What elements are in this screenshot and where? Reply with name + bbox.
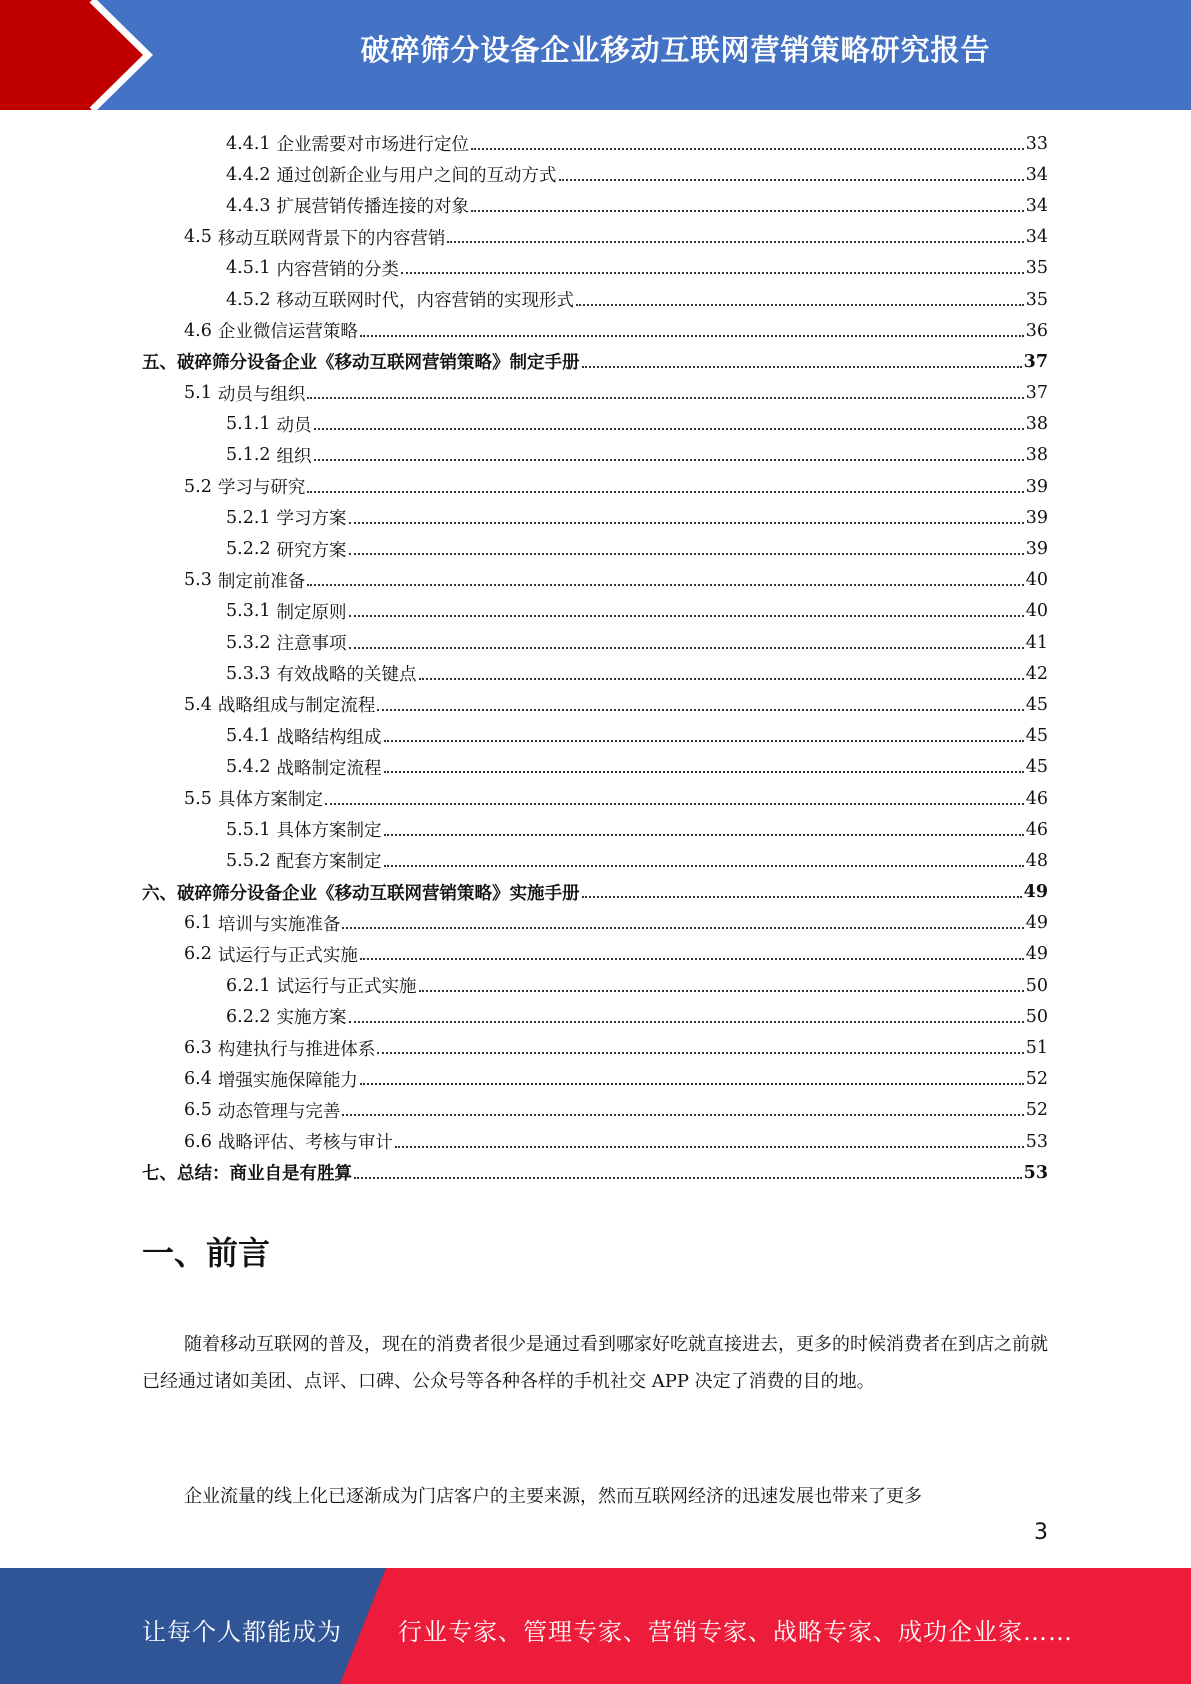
toc-entry-page: 40 <box>1025 601 1048 622</box>
toc-dot-leader <box>342 927 1023 929</box>
toc-entry[interactable] <box>142 1157 1048 1188</box>
toc-entry[interactable] <box>142 1126 1048 1157</box>
toc-dot-leader <box>349 647 1024 649</box>
toc-entry-title: 移动互联网背景下的内容营销 <box>217 228 446 249</box>
toc-entry-page: 53 <box>1023 1162 1048 1183</box>
toc-dot-leader <box>349 1021 1024 1023</box>
toc-entry-number: 4.5 <box>184 227 212 248</box>
toc-entry[interactable] <box>142 1095 1048 1126</box>
toc-dot-leader <box>342 1114 1023 1116</box>
toc-entry[interactable] <box>142 1001 1048 1032</box>
toc-entry[interactable] <box>142 409 1048 440</box>
toc-dot-leader <box>377 1052 1023 1054</box>
toc-dot-leader <box>314 459 1024 461</box>
toc-entry[interactable] <box>142 627 1048 658</box>
toc-entry-title: 企业微信运营策略 <box>217 322 358 343</box>
toc-entry[interactable] <box>142 159 1048 190</box>
toc-dot-leader <box>582 896 1022 898</box>
toc-entry-title: 制定前准备 <box>217 571 306 592</box>
toc-entry-page: 39 <box>1025 507 1048 528</box>
toc-entry-page: 37 <box>1023 351 1048 372</box>
toc-dot-leader <box>360 335 1024 337</box>
footer-slogan-right: 行业专家、管理专家、营销专家、战略专家、成功企业家…… <box>398 1618 1073 1646</box>
toc-entry[interactable] <box>142 721 1048 752</box>
toc-entry-page: 45 <box>1025 757 1048 778</box>
header-chevron-decoration <box>0 0 160 110</box>
toc-entry-page: 49 <box>1025 944 1048 965</box>
table-of-contents <box>142 128 1048 1188</box>
toc-dot-leader <box>349 615 1024 617</box>
toc-entry-page: 38 <box>1025 414 1048 435</box>
toc-entry-number: 4.4.3 <box>226 195 271 216</box>
toc-entry-title: 动员与组织 <box>217 384 306 405</box>
toc-dot-leader <box>307 397 1023 399</box>
toc-entry-title: 七、总结：商业自是有胜算 <box>142 1164 352 1185</box>
toc-entry-title: 组织 <box>276 446 312 467</box>
toc-entry[interactable] <box>142 845 1048 876</box>
toc-entry-title: 战略结构组成 <box>276 727 382 748</box>
toc-entry-number: 5.2.1 <box>226 507 271 528</box>
toc-dot-leader <box>384 740 1024 742</box>
toc-dot-leader <box>419 678 1024 680</box>
toc-entry-page: 46 <box>1025 788 1048 809</box>
toc-entry-page: 34 <box>1025 164 1048 185</box>
toc-entry-page: 41 <box>1025 632 1048 653</box>
toc-entry[interactable] <box>142 190 1048 221</box>
toc-entry-page: 36 <box>1025 320 1048 341</box>
toc-entry-number: 6.5 <box>184 1100 212 1121</box>
toc-entry-title: 具体方案制定 <box>217 790 323 811</box>
toc-dot-leader <box>559 179 1024 181</box>
toc-entry-page: 49 <box>1025 913 1048 934</box>
toc-entry[interactable] <box>142 658 1048 689</box>
toc-entry-page: 37 <box>1025 383 1048 404</box>
toc-entry-title: 具体方案制定 <box>276 821 382 842</box>
toc-entry-number: 6.2.1 <box>226 975 271 996</box>
toc-entry-page: 45 <box>1025 694 1048 715</box>
toc-entry[interactable] <box>142 752 1048 783</box>
toc-entry-number: 5.5.2 <box>226 850 271 871</box>
toc-entry-page: 39 <box>1025 539 1048 560</box>
toc-entry[interactable] <box>142 440 1048 471</box>
toc-dot-leader <box>576 304 1024 306</box>
toc-entry-number: 6.6 <box>184 1131 212 1152</box>
toc-entry-title: 增强实施保障能力 <box>217 1070 358 1091</box>
toc-entry-number: 5.3.1 <box>226 601 271 622</box>
toc-dot-leader <box>447 241 1023 243</box>
page-number: 3 <box>1034 1520 1048 1545</box>
toc-entry-title: 战略组成与制定流程 <box>217 696 376 717</box>
toc-entry-page: 35 <box>1025 289 1048 310</box>
toc-dot-leader <box>401 272 1024 274</box>
toc-entry-number: 5.4 <box>184 694 212 715</box>
toc-entry-number: 4.6 <box>184 320 212 341</box>
toc-entry-number: 6.2.2 <box>226 1006 271 1027</box>
section-heading: 一、前言 <box>142 1234 271 1272</box>
footer-slogan-left: 让每个人都能成为 <box>142 1618 342 1646</box>
toc-entry-title: 学习方案 <box>276 509 347 530</box>
toc-entry-title: 试运行与正式实施 <box>276 977 417 998</box>
toc-dot-leader <box>471 148 1024 150</box>
toc-entry-page: 52 <box>1025 1100 1048 1121</box>
toc-dot-leader <box>307 491 1023 493</box>
toc-entry-title: 有效战略的关键点 <box>276 665 417 686</box>
toc-entry[interactable] <box>142 502 1048 533</box>
toc-dot-leader <box>384 865 1024 867</box>
toc-entry-page: 40 <box>1025 570 1048 591</box>
toc-entry-title: 企业需要对市场进行定位 <box>276 135 470 156</box>
toc-entry-title: 培训与实施准备 <box>217 914 341 935</box>
toc-entry-title: 战略制定流程 <box>276 758 382 779</box>
toc-entry-number: 4.5.2 <box>226 289 271 310</box>
page-footer <box>0 1568 1191 1684</box>
toc-entry-number: 4.4.1 <box>226 133 271 154</box>
toc-entry[interactable] <box>142 284 1048 315</box>
toc-entry[interactable] <box>142 814 1048 845</box>
toc-entry-number: 6.2 <box>184 944 212 965</box>
toc-entry[interactable] <box>142 970 1048 1001</box>
toc-entry-number: 5.1.2 <box>226 445 271 466</box>
toc-entry-title: 制定原则 <box>276 602 347 623</box>
toc-entry-number: 5.3.3 <box>226 663 271 684</box>
toc-entry-page: 49 <box>1023 882 1048 903</box>
page-header <box>0 0 1191 110</box>
toc-dot-leader <box>384 771 1024 773</box>
toc-entry-page: 34 <box>1025 227 1048 248</box>
toc-entry[interactable] <box>142 565 1048 596</box>
toc-entry-number: 5.2 <box>184 476 212 497</box>
toc-entry[interactable] <box>142 253 1048 284</box>
toc-entry[interactable] <box>142 378 1048 409</box>
toc-dot-leader <box>360 1083 1024 1085</box>
toc-entry[interactable] <box>142 908 1048 939</box>
toc-entry-title: 动态管理与完善 <box>217 1101 341 1122</box>
toc-entry-page: 34 <box>1025 195 1048 216</box>
toc-entry-title: 试运行与正式实施 <box>217 945 358 966</box>
toc-entry[interactable] <box>142 1064 1048 1095</box>
toc-entry-page: 50 <box>1025 1006 1048 1027</box>
toc-entry-title: 构建执行与推进体系 <box>217 1039 376 1060</box>
toc-entry-page: 42 <box>1025 663 1048 684</box>
toc-entry[interactable] <box>142 689 1048 720</box>
toc-entry[interactable] <box>142 222 1048 253</box>
toc-entry-number: 6.1 <box>184 913 212 934</box>
toc-dot-leader <box>325 803 1024 805</box>
toc-dot-leader <box>360 958 1024 960</box>
toc-entry-number: 5.2.2 <box>226 539 271 560</box>
toc-entry-title: 实施方案 <box>276 1008 347 1029</box>
toc-entry-page: 38 <box>1025 445 1048 466</box>
toc-entry-title: 战略评估、考核与审计 <box>217 1133 393 1154</box>
toc-entry[interactable] <box>142 1032 1048 1063</box>
toc-entry-page: 51 <box>1025 1038 1048 1059</box>
toc-entry-title: 内容营销的分类 <box>276 259 400 280</box>
toc-entry[interactable] <box>142 315 1048 346</box>
toc-entry-title: 研究方案 <box>276 540 347 561</box>
toc-entry-number: 5.3.2 <box>226 632 271 653</box>
toc-dot-leader <box>471 210 1024 212</box>
toc-dot-leader <box>349 522 1024 524</box>
toc-entry-title: 移动互联网时代，内容营销的实现形式 <box>276 291 575 312</box>
toc-entry-title: 扩展营销传播连接的对象 <box>276 197 470 218</box>
toc-entry-title: 注意事项 <box>276 634 347 655</box>
toc-dot-leader <box>384 834 1024 836</box>
toc-entry-page: 45 <box>1025 726 1048 747</box>
toc-entry-number: 5.4.2 <box>226 757 271 778</box>
body-paragraph: 随着移动互联网的普及，现在的消费者很少是通过看到哪家好吃就直接进去，更多的时候消费者在到店之前就已经通过诸如美团、点评、口碑、公众号等各种各样的手机社交 APP 决定了消费的目的地。 <box>142 1334 1048 1392</box>
toc-entry[interactable] <box>142 877 1048 908</box>
toc-entry[interactable] <box>142 939 1048 970</box>
toc-entry-number: 5.4.1 <box>226 726 271 747</box>
toc-entry-page: 50 <box>1025 975 1048 996</box>
toc-entry-number: 4.4.2 <box>226 164 271 185</box>
toc-entry-number: 5.3 <box>184 570 212 591</box>
toc-entry-title: 六、破碎筛分设备企业《移动互联网营销策略》实施手册 <box>142 883 580 904</box>
toc-entry-page: 52 <box>1025 1069 1048 1090</box>
toc-entry-number: 5.5.1 <box>226 819 271 840</box>
toc-entry-number: 6.3 <box>184 1038 212 1059</box>
toc-entry-title: 学习与研究 <box>217 478 306 499</box>
toc-dot-leader <box>314 428 1024 430</box>
toc-entry[interactable] <box>142 533 1048 564</box>
toc-dot-leader <box>419 990 1024 992</box>
toc-entry[interactable] <box>142 596 1048 627</box>
toc-entry[interactable] <box>142 346 1048 377</box>
toc-entry-title: 配套方案制定 <box>276 852 382 873</box>
toc-dot-leader <box>582 366 1022 368</box>
toc-entry[interactable] <box>142 128 1048 159</box>
document-title: 破碎筛分设备企业移动互联网营销策略研究报告 <box>360 33 991 67</box>
toc-entry-title: 五、破碎筛分设备企业《移动互联网营销策略》制定手册 <box>142 353 580 374</box>
toc-entry-title: 通过创新企业与用户之间的互动方式 <box>276 166 557 187</box>
toc-entry-number: 6.4 <box>184 1069 212 1090</box>
toc-dot-leader <box>307 584 1023 586</box>
toc-entry[interactable] <box>142 783 1048 814</box>
toc-entry-page: 48 <box>1025 850 1048 871</box>
toc-entry-page: 39 <box>1025 476 1048 497</box>
toc-entry-page: 53 <box>1025 1131 1048 1152</box>
toc-entry-page: 33 <box>1025 133 1048 154</box>
toc-dot-leader <box>349 553 1024 555</box>
toc-entry-number: 5.1 <box>184 383 212 404</box>
toc-dot-leader <box>354 1177 1022 1179</box>
toc-entry[interactable] <box>142 471 1048 502</box>
toc-entry-number: 4.5.1 <box>226 258 271 279</box>
toc-dot-leader <box>377 709 1023 711</box>
toc-entry-page: 35 <box>1025 258 1048 279</box>
toc-entry-number: 5.5 <box>184 788 212 809</box>
toc-entry-title: 动员 <box>276 415 312 436</box>
toc-dot-leader <box>395 1146 1024 1148</box>
toc-entry-number: 5.1.1 <box>226 414 271 435</box>
toc-entry-page: 46 <box>1025 819 1048 840</box>
body-paragraph: 企业流量的线上化已逐渐成为门店客户的主要来源，然而互联网经济的迅速发展也带来了更多 <box>184 1486 922 1507</box>
